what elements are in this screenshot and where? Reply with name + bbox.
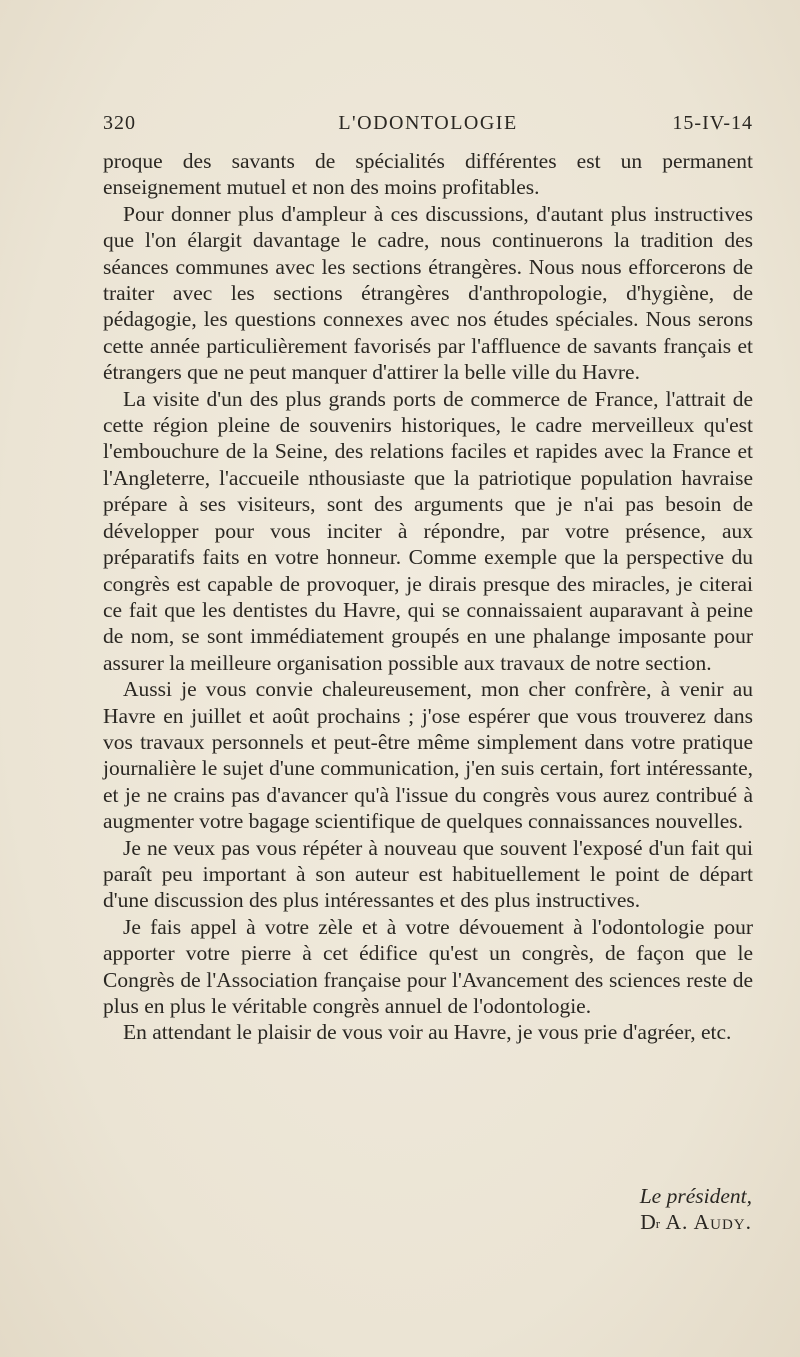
- paragraph: Pour donner plus d'ampleur à ces discussions, d'autant plus instructives que l'on élargit davantage le cadre, nous continuerons la tradition des séances communes avec les sections étrangères. Nous nous efforcerons de traiter avec les sections étrangères d'anthropologie, d'hygiène, de pédagogie, les questions connexes avec nos études spéciales. Nous serons cette année particulièrement favorisés par l'affluence de savants français et étrangers que ne peut manquer d'attirer la belle ville du Havre.: [103, 201, 753, 385]
- page-number: 320: [103, 112, 136, 134]
- signatory-role: Le président,: [639, 1184, 752, 1208]
- journal-title: L'ODONTOLOGIE: [338, 112, 518, 134]
- paragraph: Je ne veux pas vous répéter à nouveau que souvent l'exposé d'un fait qui paraît peu important à son auteur est habituellement le point de départ d'une discussion des plus intéressantes et des plus instructives.: [103, 835, 753, 913]
- signature-block: [640, 1183, 752, 1235]
- title-prefix: D: [640, 1210, 656, 1234]
- signatory-surname: A. Audy.: [665, 1210, 752, 1234]
- paragraph: proque des savants de spécialités différentes est un permanent enseignement mutuel et non des moins profitables.: [103, 149, 753, 200]
- letter-body: [103, 148, 753, 1046]
- paragraph: En attendant le plaisir de vous voir au Havre, je vous prie d'agréer, etc.: [123, 1020, 732, 1045]
- paragraph: La visite d'un des plus grands ports de commerce de France, l'attrait de cette région pleine de souvenirs historiques, le cadre merveilleux qu'est l'embouchure de la Seine, des relations faciles et rapides avec la France et l'Angleterre, l'accueile nthousiaste que la patriotique population havraise prépare à ses visiteurs, sont des arguments que je n'ai pas besoin de développer pour vous inciter à répondre, par votre présence, aux préparatifs faits en votre honneur. Comme exemple que la perspective du congrès est capable de provoquer, je dirais presque des miracles, je citerai ce fait que les dentistes du Havre, qui se connaissaient auparavant à peine de nom, se sont immédiatement groupés en une phalange imposante pour assurer la meilleure organisation possible aux travaux de notre section.: [103, 386, 753, 675]
- issue-date: 15-IV-14: [672, 112, 753, 134]
- running-header: [103, 112, 753, 142]
- title-suffix: r: [655, 1216, 661, 1231]
- paragraph: Aussi je vous convie chaleureusement, mon cher confrère, à venir au Havre en juillet et août prochains ; j'ose espérer que vous trouverez dans vos travaux personnels et peut-être même simplement dans votre pratique journalière le sujet d'une communication, j'en suis certain, fort intéressante, et je ne crains pas d'avancer qu'à l'issue du congrès vous aurez contribué à augmenter votre bagage scientifique de quelques connaissances nouvelles.: [103, 677, 753, 834]
- paragraph: Je fais appel à votre zèle et à votre dévouement à l'odontologie pour apporter votre pierre à cet édifice qu'est un congrès, de façon que le Congrès de l'Association française pour l'Avancement des sciences reste de plus en plus le véritable congrès annuel de l'odontologie.: [103, 914, 753, 1018]
- signatory-name: [640, 1209, 752, 1235]
